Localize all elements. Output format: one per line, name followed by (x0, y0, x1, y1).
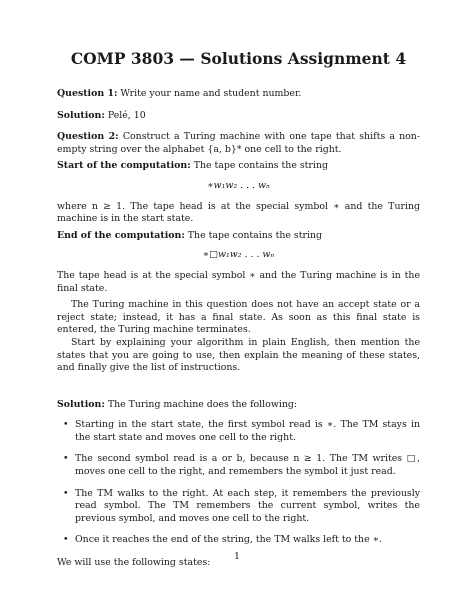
list-item (57, 534, 420, 547)
page-number: 1 (234, 551, 240, 562)
question-1-text: Write your name and student number. (120, 88, 302, 99)
solution-2-text: The Turing machine does the following: (107, 398, 298, 410)
question-1 (57, 88, 420, 101)
question-2 (57, 131, 420, 156)
list-item-text: Once it reaches the end of the string, the TM walks left to the ∗. (75, 534, 382, 546)
bullet-icon: • (63, 419, 69, 431)
closing-text: We will use the following states: (57, 557, 211, 569)
end-label: End of the computation: (57, 229, 185, 241)
document-page (57, 50, 420, 579)
list-item-text: The second symbol read is a or b, because n ≥ 1. The TM writes □, moves one cell to the right, and remembers the symbol it just read. (75, 453, 420, 478)
start-text: The tape contains the string (193, 160, 328, 172)
question-1-label: Question 1: (57, 88, 118, 99)
bullet-icon: • (63, 534, 69, 546)
bullet-icon: • (63, 487, 69, 499)
start-of-computation (57, 160, 420, 173)
paragraph-final-state: The Turing machine in this question does not have an accept state or a reject state; instead, it has a final state. As soon as this final state is entered, the Turing machine terminates. (57, 299, 420, 336)
bullet-icon: • (63, 453, 69, 465)
solution-2-label: Solution: (57, 398, 105, 410)
algorithm-steps-list (57, 419, 420, 547)
end-text: The tape contains the string (187, 229, 323, 241)
solution-1-text: Pelé, 10 (107, 109, 146, 121)
solution-1 (57, 110, 420, 123)
list-item-text: The TM walks to the right. At each step, it remembers the previously read symbol. The TM remembers the current symbol, writes the previous symbol, and moves one cell to the right. (75, 487, 420, 524)
paragraph-instructions: Start by explaining your algorithm in plain English, then mention the states that you are going to use, then explain the meaning of these states, and finally give the list of instructions. (57, 336, 420, 374)
question-2-text: Construct a Turing machine with one tape that shifts a non-empty string over the alphabet {a, b}* one cell to the right. (57, 131, 421, 155)
solution-2 (57, 399, 420, 412)
list-item (57, 419, 420, 444)
end-formula: ∗□w₁w₂ . . . wₙ (202, 249, 275, 261)
list-item (57, 488, 420, 526)
start-label: Start of the computation: (57, 160, 191, 172)
question-2-label: Question 2: (57, 131, 119, 143)
end-after-text: The tape head is at the special symbol ∗ and the Turing machine is in the final state. (57, 269, 420, 294)
list-item (57, 453, 420, 478)
end-of-computation (57, 230, 420, 243)
start-after-text: where n ≥ 1. The tape head is at the special symbol ∗ and the Turing machine is in the start state. (57, 200, 420, 225)
list-item-text: Starting in the start state, the first symbol read is ∗. The TM stays in the start state and moves one cell to the right. (75, 419, 420, 443)
start-formula: ∗w₁w₂ . . . wₙ (207, 179, 270, 191)
solution-1-label: Solution: (57, 109, 105, 121)
document-title: COMP 3803 — Solutions Assignment 4 (70, 49, 407, 68)
